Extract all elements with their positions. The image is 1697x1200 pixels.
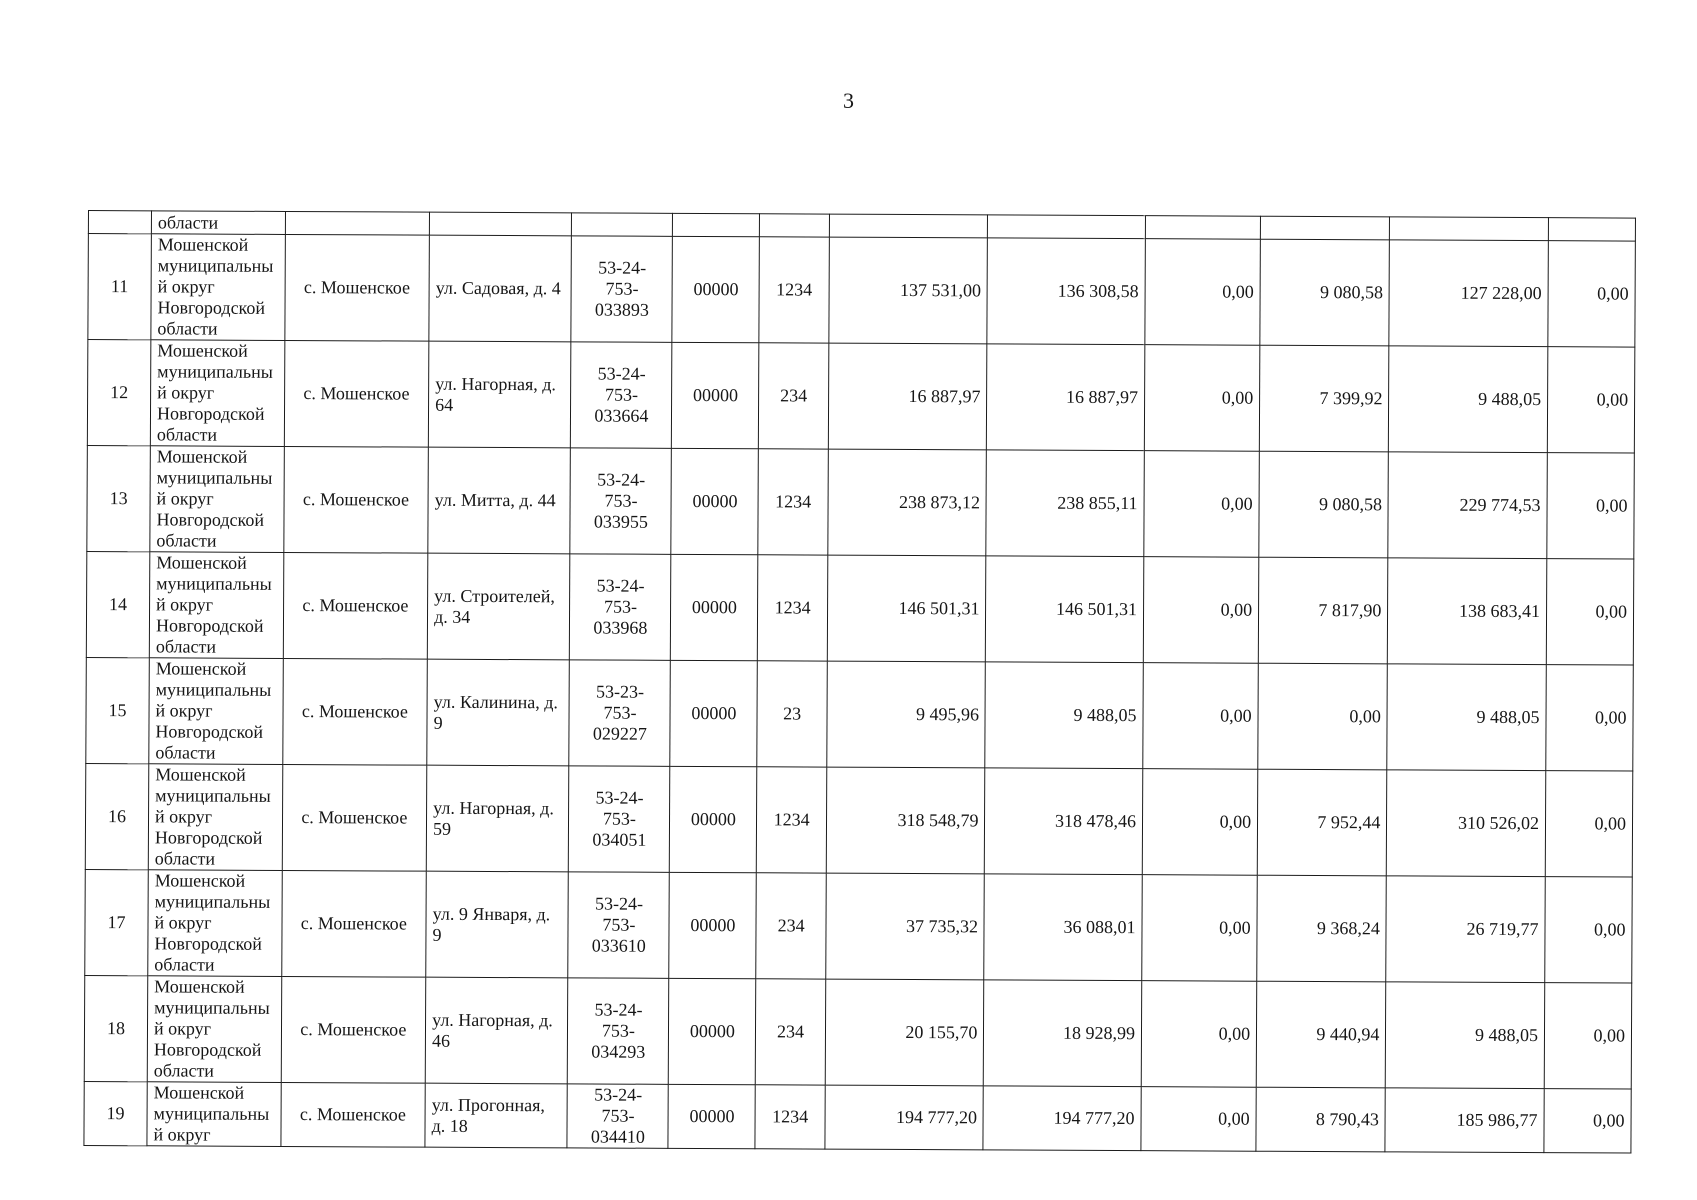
cadastral-code-cell-line: 53-24- (594, 999, 643, 1020)
municipality-cell-line: Мошенской (154, 976, 245, 997)
municipality-cell-line: й округ (156, 488, 214, 509)
amount-cell: 310 526,02 (1387, 770, 1546, 877)
amount-cell: 7 399,92 (1259, 345, 1389, 452)
subcode-cell: 234 (756, 979, 826, 1085)
street-address-cell: ул. Митта, д. 44 (428, 447, 571, 554)
street-address-cell: ул. Нагорная, д. 64 (428, 341, 571, 448)
amount-cell: 137 531,00 (829, 237, 988, 344)
amount-cell: 18 928,99 (984, 980, 1142, 1087)
municipality-cell-line: Новгородской (156, 509, 265, 530)
municipality-cell-line: Мошенской (157, 234, 249, 255)
cadastral-code-cell-line: 53-24- (598, 257, 647, 278)
row-number-cell: 15 (86, 657, 150, 763)
cadastral-code-cell-line: 53-24- (597, 363, 646, 384)
municipality-cell-line: Новгородской (155, 721, 264, 742)
street-address-cell: ул. Строителей, д. 34 (427, 553, 570, 660)
table-row (84, 975, 1631, 1089)
table-cell-empty (1145, 216, 1260, 240)
table-row (87, 445, 1634, 559)
cadastral-code-cell-line: 753- (601, 1020, 635, 1041)
municipality-cell (150, 446, 284, 553)
subcode-cell: 234 (759, 343, 829, 449)
municipality-cell-line: муниципальны (154, 997, 270, 1018)
amount-cell: 229 774,53 (1388, 452, 1547, 559)
amount-cell: 0,00 (1141, 981, 1257, 1088)
table-cell-empty (1390, 217, 1549, 241)
row-number-cell: 16 (85, 763, 149, 869)
settlement-cell: с. Мошенское (282, 764, 427, 871)
amount-cell: 9 488,05 (985, 662, 1143, 769)
amount-cell: 318 478,46 (985, 768, 1143, 875)
table-cell-empty (760, 214, 830, 237)
table-row (86, 551, 1633, 665)
street-address-cell: ул. Калинина, д. 9 (427, 659, 570, 766)
amount-cell: 0,00 (1145, 239, 1261, 346)
table-row (86, 657, 1633, 771)
cadastral-code-cell (570, 448, 672, 554)
subcode-cell: 1234 (758, 555, 828, 661)
municipality-cell-line: муниципальны (153, 1103, 270, 1124)
amount-cell: 318 548,79 (826, 767, 985, 874)
municipality-cell-line: области (156, 530, 217, 551)
municipality-cell (147, 1082, 281, 1147)
table-row (84, 1081, 1631, 1153)
amount-cell: 9 368,24 (1257, 875, 1387, 982)
amount-cell: 7 817,90 (1258, 557, 1388, 664)
table-row (87, 340, 1634, 454)
settlement-cell: с. Мошенское (284, 340, 429, 447)
amount-cell: 0,00 (1548, 241, 1636, 347)
category-code-cell: 00000 (668, 1084, 755, 1148)
cadastral-code-cell (571, 342, 673, 448)
amount-cell: 0,00 (1142, 875, 1258, 982)
municipality-cell-line: Новгородской (156, 403, 265, 424)
municipality-cell-line: области (155, 636, 217, 657)
amount-cell: 194 777,20 (825, 1085, 984, 1150)
cadastral-code-cell-line: 034051 (592, 829, 647, 850)
row-number-cell: 13 (87, 445, 151, 551)
municipality-cell-line: муниципальны (154, 891, 271, 912)
page-number: 3 (843, 88, 854, 113)
municipality-cell (148, 870, 282, 977)
amount-cell: 37 735,32 (826, 873, 985, 980)
municipality-cell-line: й округ (153, 1124, 211, 1145)
municipality-cell-line: Мошенской (154, 870, 246, 891)
amount-cell: 0,00 (1544, 1089, 1631, 1153)
amount-cell: 16 887,97 (987, 344, 1145, 451)
amount-cell: 0,00 (1144, 451, 1260, 558)
category-code-cell: 00000 (669, 872, 756, 978)
cadastral-code-cell (568, 978, 670, 1084)
subcode-cell: 1234 (757, 767, 827, 873)
settlement-cell: с. Мошенское (284, 234, 429, 341)
municipality-continuation-cell: области (151, 211, 285, 235)
subcode-cell: 1234 (759, 237, 829, 343)
amount-cell: 238 873,12 (828, 449, 987, 556)
table-cell-empty (673, 213, 760, 236)
category-code-cell: 00000 (670, 766, 757, 872)
municipality-cell-line: муниципальны (157, 255, 274, 276)
street-address-cell: ул. Прогонная, д. 18 (425, 1083, 568, 1148)
cadastral-code-cell-line: 53-24- (594, 893, 644, 914)
amount-cell: 138 683,41 (1388, 558, 1547, 665)
amount-cell: 9 080,58 (1259, 451, 1389, 558)
row-number-cell: 11 (88, 234, 152, 340)
amount-cell: 9 488,05 (1387, 664, 1546, 771)
amount-cell: 7 952,44 (1257, 769, 1387, 876)
row-number-cell: 18 (84, 975, 148, 1081)
cadastral-code-cell-line: 033610 (591, 935, 646, 956)
municipality-cell (147, 976, 281, 1083)
municipality-cell-line: й округ (156, 594, 214, 615)
cadastral-code-cell-line: 753- (603, 596, 638, 617)
cadastral-code-cell-line: 753- (601, 1105, 635, 1126)
municipality-cell-line: Новгородской (155, 615, 264, 636)
subcode-cell: 234 (756, 873, 826, 979)
data-table (83, 210, 1636, 1154)
amount-cell: 0,00 (1545, 771, 1633, 877)
amount-cell: 9 495,96 (827, 661, 986, 768)
amount-cell: 146 501,31 (986, 556, 1144, 663)
cadastral-code-cell-line: 033955 (593, 511, 648, 532)
settlement-cell: с. Мошенское (281, 976, 426, 1083)
amount-cell: 0,00 (1546, 559, 1634, 665)
municipality-cell (148, 764, 282, 871)
table-row (85, 869, 1632, 983)
cadastral-code-cell-line: 753- (605, 278, 639, 299)
amount-cell: 9 080,58 (1260, 239, 1390, 346)
municipality-cell-line: Новгородской (157, 297, 266, 318)
amount-cell: 238 855,11 (986, 450, 1144, 557)
cadastral-code-cell-line: 033664 (594, 405, 649, 426)
cadastral-code-cell (569, 660, 671, 766)
category-code-cell: 00000 (669, 978, 756, 1084)
amount-cell: 0,00 (1545, 877, 1633, 983)
cadastral-code-cell-line: 753- (602, 914, 636, 935)
municipality-cell-line: области (155, 742, 216, 763)
subcode-cell: 1234 (758, 449, 828, 555)
amount-cell: 0,00 (1143, 663, 1259, 770)
cadastral-code-cell-line: 53-24- (594, 1084, 643, 1105)
category-code-cell: 00000 (672, 236, 759, 342)
amount-cell: 136 308,58 (987, 238, 1145, 345)
table-cell-empty (988, 215, 1146, 239)
amount-cell: 16 887,97 (828, 343, 987, 450)
municipality-cell-line: Мошенской (155, 658, 247, 679)
amount-cell: 9 488,05 (1386, 982, 1545, 1089)
street-address-cell: ул. Садовая, д. 4 (429, 235, 572, 342)
table-container (83, 210, 1636, 1154)
cadastral-code-cell-line: 029227 (592, 723, 647, 744)
cadastral-code-cell (571, 236, 673, 342)
municipality-cell-line: муниципальны (155, 679, 272, 700)
amount-cell: 127 228,00 (1389, 240, 1548, 347)
settlement-cell: с. Мошенское (282, 658, 427, 765)
table-cell-empty (829, 214, 988, 238)
category-code-cell: 00000 (671, 448, 758, 554)
cadastral-code-cell-line: 53-24- (597, 469, 646, 490)
municipality-cell-line: й округ (154, 912, 212, 933)
category-code-cell: 00000 (672, 342, 759, 448)
table-cell-empty (1548, 218, 1635, 241)
cadastral-code-cell-line: 034293 (591, 1041, 646, 1062)
amount-cell: 0,00 (1547, 347, 1635, 453)
municipality-cell-line: й округ (157, 276, 215, 297)
amount-cell: 0,00 (1142, 769, 1258, 876)
municipality-cell-line: й округ (157, 382, 215, 403)
municipality-cell (150, 340, 284, 447)
amount-cell: 0,00 (1141, 1087, 1256, 1152)
municipality-cell-line: Мошенской (153, 1082, 245, 1103)
municipality-cell-line: области (153, 1060, 215, 1081)
cadastral-code-cell-line: 753- (604, 490, 638, 511)
cadastral-code-cell (568, 872, 670, 978)
street-address-cell: ул. Нагорная, д. 46 (425, 977, 568, 1084)
row-number-cell: 19 (84, 1081, 147, 1145)
row-number-cell: 12 (87, 340, 151, 446)
amount-cell: 0,00 (1544, 983, 1632, 1089)
municipality-cell-line: муниципальны (156, 573, 272, 594)
cadastral-code-cell-line: 753- (602, 808, 637, 829)
category-code-cell: 00000 (671, 554, 758, 660)
category-code-cell: 00000 (670, 660, 757, 766)
cadastral-code-cell-line: 53-23- (596, 681, 645, 702)
municipality-cell-line: области (154, 954, 215, 975)
street-address-cell: ул. 9 Января, д. 9 (426, 871, 569, 978)
municipality-cell (151, 234, 285, 341)
municipality-cell-line: й округ (154, 806, 213, 827)
amount-cell: 0,00 (1546, 665, 1634, 771)
cadastral-code-cell (567, 1084, 668, 1148)
table-cell-empty (429, 212, 571, 236)
cadastral-code-cell-line: 034410 (590, 1126, 645, 1147)
municipality-cell-line: муниципальны (156, 467, 273, 488)
amount-cell: 0,00 (1144, 345, 1260, 452)
cadastral-code-cell-line: 53-24- (595, 787, 644, 808)
subcode-cell: 23 (757, 661, 827, 767)
amount-cell: 0,00 (1143, 557, 1259, 664)
table-cell-empty (572, 213, 673, 236)
cadastral-code-cell-line: 033893 (594, 299, 649, 320)
table-cell-empty (1260, 216, 1389, 240)
municipality-cell (149, 658, 283, 765)
row-number-cell: 14 (86, 551, 150, 657)
table-row (85, 763, 1632, 877)
municipality-cell-line: области (157, 318, 218, 339)
municipality-cell-line: й округ (153, 1018, 212, 1039)
municipality-cell-line: Мошенской (157, 340, 248, 361)
settlement-cell: с. Мошенское (281, 870, 426, 977)
municipality-cell-line: й округ (155, 700, 213, 721)
cadastral-code-cell (569, 766, 671, 872)
amount-cell: 8 790,43 (1256, 1087, 1386, 1152)
table-row (88, 234, 1635, 348)
amount-cell: 146 501,31 (827, 555, 986, 662)
amount-cell: 194 777,20 (983, 1086, 1141, 1151)
municipality-cell (149, 552, 283, 659)
amount-cell: 0,00 (1547, 453, 1635, 559)
table-cell-empty (88, 211, 151, 234)
municipality-cell-line: Новгородской (154, 827, 263, 848)
cadastral-code-cell-line: 033968 (593, 617, 648, 638)
municipality-cell-line: муниципальны (155, 785, 271, 806)
row-number-cell: 17 (85, 869, 149, 975)
settlement-cell: с. Мошенское (283, 446, 428, 553)
amount-cell: 9 488,05 (1389, 346, 1548, 453)
cadastral-code-cell (570, 554, 672, 660)
municipality-cell-line: Мошенской (155, 764, 246, 785)
municipality-cell-line: области (154, 848, 216, 869)
amount-cell: 20 155,70 (825, 979, 984, 1086)
amount-cell: 26 719,77 (1386, 876, 1545, 983)
cadastral-code-cell-line: 753- (604, 384, 639, 405)
table-cell-empty (285, 211, 430, 235)
amount-cell: 36 088,01 (984, 874, 1142, 981)
amount-cell: 0,00 (1258, 663, 1388, 770)
municipality-cell-line: муниципальны (157, 361, 273, 382)
settlement-cell: с. Мошенское (281, 1082, 426, 1147)
municipality-cell-line: Мошенской (156, 446, 248, 467)
amount-cell: 9 440,94 (1256, 981, 1386, 1088)
cadastral-code-cell-line: 753- (603, 702, 637, 723)
municipality-cell-line: области (156, 424, 218, 445)
subcode-cell: 1234 (755, 1085, 825, 1149)
settlement-cell: с. Мошенское (283, 552, 428, 659)
cadastral-code-cell-line: 53-24- (596, 575, 645, 596)
table-body (84, 211, 1636, 1154)
municipality-cell-line: Новгородской (154, 933, 262, 954)
amount-cell: 185 986,77 (1385, 1088, 1544, 1153)
municipality-cell-line: Мошенской (156, 552, 247, 573)
municipality-cell-line: Новгородской (153, 1039, 262, 1060)
street-address-cell: ул. Нагорная, д. 59 (426, 765, 569, 872)
